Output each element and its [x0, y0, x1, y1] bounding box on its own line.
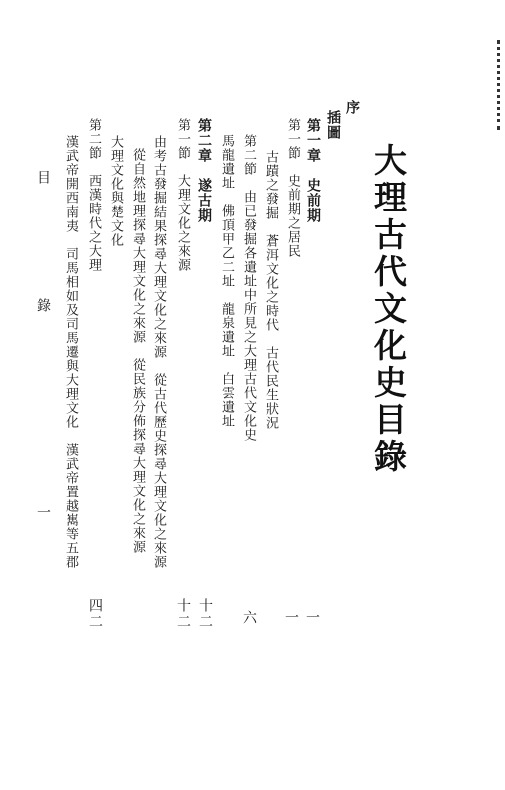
toc-chapter-1: 第一章 史前期 [305, 118, 321, 223]
toc-ch2-section-1-sub3: 大理文化與楚文化 [108, 135, 123, 247]
toc-ch1-section-1-sub: 古蹟之發掘 蒼洱文化之時代 古代民生狀況 [263, 150, 278, 430]
page-num-ch1-section-2: 六 [241, 610, 257, 626]
toc-illustrations: 插圖 [325, 110, 341, 140]
toc-ch1-section-2-sub: 馬龍遺址 佛頂甲乙二址 龍泉遺址 白雲遺址 [219, 134, 234, 428]
toc-ch2-section-1: 第一節 大理文化之來源 [175, 118, 190, 272]
toc-ch2-section-1-sub2: 從自然地理探尋大理文化之來源 從民族分佈探尋大理文化之來源 [130, 148, 145, 554]
page-num-chapter-1: 一 [283, 610, 299, 626]
page-footer-number: 一 [35, 505, 51, 521]
toc-ch2-section-2-sub1: 漢武帝開西南夷 司馬相如及司馬遷與大理文化 漢武帝置越嶲等五郡 [63, 135, 78, 569]
toc-ch2-section-2: 第二節 西漢時代之大理 [86, 118, 101, 272]
toc-chapter-2: 第二章 遂古期 [196, 118, 212, 223]
page-num-chapter-2: 十二 [197, 598, 213, 630]
page-num-ch2-section-1: 十二 [175, 598, 191, 630]
page-num-preface: 一 [304, 610, 320, 626]
page-num-ch2-section-2: 四二 [87, 598, 103, 630]
toc-ch1-section-2: 第二節 由已發掘各遺址中所見之大理古代文化史 [241, 134, 256, 442]
toc-preface: 序 [344, 100, 360, 115]
toc-ch2-section-1-sub1: 由考古發掘結果探尋大理文化之來源 從古代歷史探尋大理文化之來源 [151, 135, 166, 569]
page-edge-mark [497, 40, 503, 130]
book-title: 大理古代文化史目錄 [369, 143, 408, 476]
page-footer-mulu: 目 錄 [35, 170, 51, 362]
toc-ch1-section-1: 第一節 史前期之居民 [285, 118, 300, 258]
